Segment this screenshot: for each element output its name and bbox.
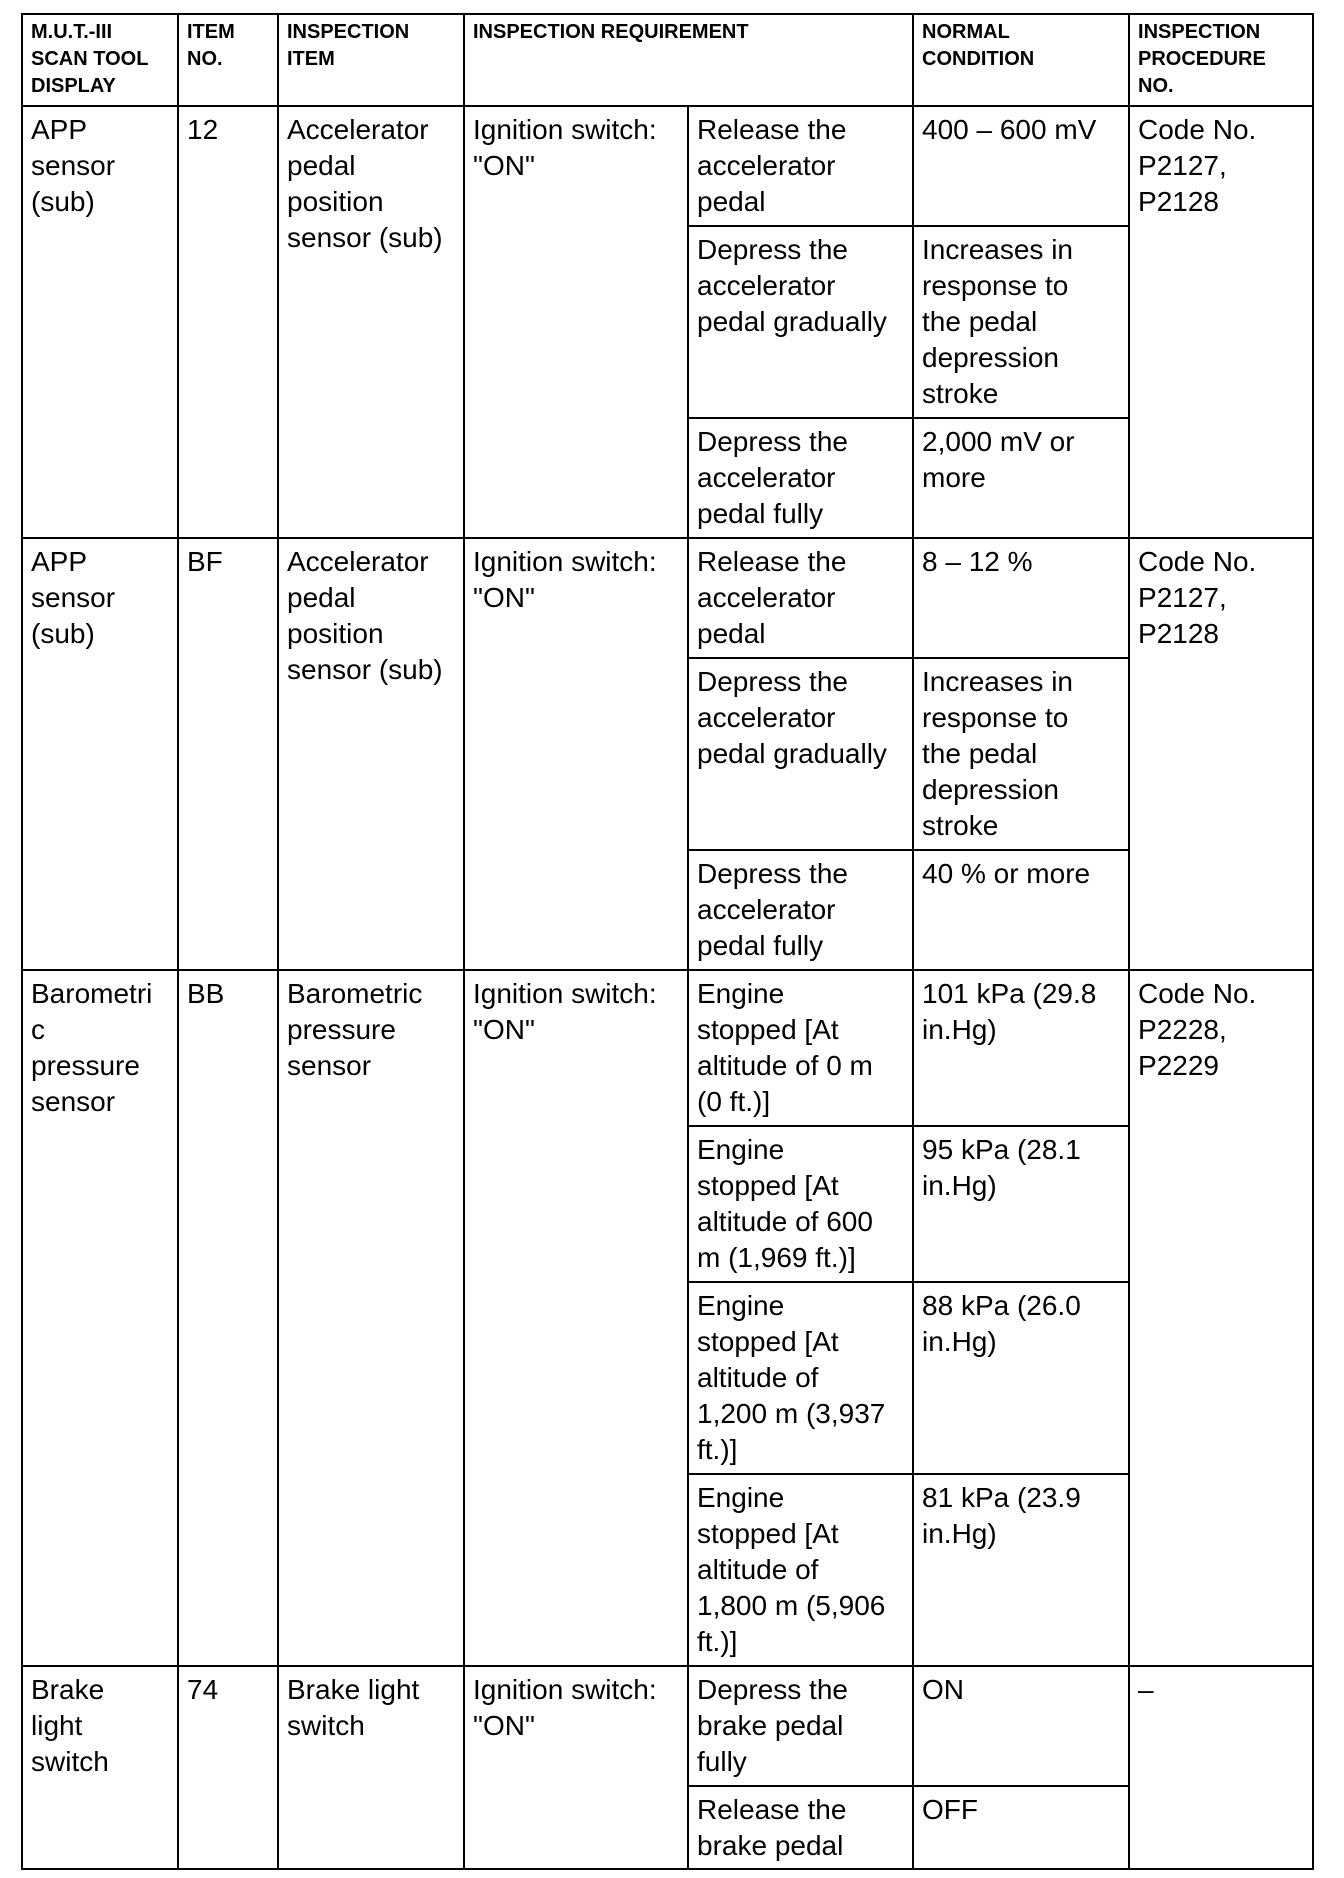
normal-condition-cell: Increases in response to the pedal depression stroke — [913, 658, 1129, 850]
requirement-cell: Depress the accelerator pedal fully — [688, 850, 913, 970]
header-procedure-no: INSPECTION PROCEDURE NO. — [1129, 14, 1313, 106]
header-inspection-requirement: INSPECTION REQUIREMENT — [464, 14, 913, 106]
normal-condition-cell: 8 – 12 % — [913, 538, 1129, 658]
scan-tool-display-cell: APP sensor (sub) — [22, 106, 178, 538]
item-no-cell: 74 — [178, 1666, 278, 1869]
scan-tool-display-cell: Brake light switch — [22, 1666, 178, 1869]
header-scan-tool-display: M.U.T.-III SCAN TOOL DISPLAY — [22, 14, 178, 106]
table-row — [22, 538, 1313, 658]
normal-condition-cell: 88 kPa (26.0 in.Hg) — [913, 1282, 1129, 1474]
requirement-cell: Depress the accelerator pedal gradually — [688, 658, 913, 850]
procedure-no-cell: Code No. P2127, P2128 — [1129, 106, 1313, 538]
procedure-no-cell: – — [1129, 1666, 1313, 1869]
header-row — [22, 14, 1313, 106]
header-item-no: ITEM NO. — [178, 14, 278, 106]
table-row — [22, 1666, 1313, 1786]
item-no-cell: 12 — [178, 106, 278, 538]
ignition-switch-cell: Ignition switch: "ON" — [464, 1666, 688, 1869]
inspection-item-cell: Accelerator pedal position sensor (sub) — [278, 106, 464, 538]
inspection-item-cell: Brake light switch — [278, 1666, 464, 1869]
item-no-cell: BF — [178, 538, 278, 970]
requirement-cell: Engine stopped [At altitude of 1,800 m (5,906 ft.)] — [688, 1474, 913, 1666]
table-row — [22, 970, 1313, 1126]
scan-tool-display-cell: Barometri c pressure sensor — [22, 970, 178, 1666]
header-normal-condition: NORMAL CONDITION — [913, 14, 1129, 106]
requirement-cell: Depress the accelerator pedal fully — [688, 418, 913, 538]
header-inspection-item: INSPECTION ITEM — [278, 14, 464, 106]
requirement-cell: Release the brake pedal — [688, 1786, 913, 1869]
requirement-cell: Depress the accelerator pedal gradually — [688, 226, 913, 418]
normal-condition-cell: Increases in response to the pedal depression stroke — [913, 226, 1129, 418]
ignition-switch-cell: Ignition switch: "ON" — [464, 970, 688, 1666]
requirement-cell: Release the accelerator pedal — [688, 106, 913, 226]
inspection-item-cell: Accelerator pedal position sensor (sub) — [278, 538, 464, 970]
normal-condition-cell: 40 % or more — [913, 850, 1129, 970]
requirement-cell: Engine stopped [At altitude of 0 m (0 ft.)] — [688, 970, 913, 1126]
item-no-cell: BB — [178, 970, 278, 1666]
normal-condition-cell: 2,000 mV or more — [913, 418, 1129, 538]
requirement-cell: Depress the brake pedal fully — [688, 1666, 913, 1786]
normal-condition-cell: ON — [913, 1666, 1129, 1786]
requirement-cell: Engine stopped [At altitude of 1,200 m (3,937 ft.)] — [688, 1282, 913, 1474]
normal-condition-cell: 95 kPa (28.1 in.Hg) — [913, 1126, 1129, 1282]
requirement-cell: Release the accelerator pedal — [688, 538, 913, 658]
inspection-table — [21, 13, 1314, 1870]
ignition-switch-cell: Ignition switch: "ON" — [464, 538, 688, 970]
ignition-switch-cell: Ignition switch: "ON" — [464, 106, 688, 538]
inspection-item-cell: Barometric pressure sensor — [278, 970, 464, 1666]
procedure-no-cell: Code No. P2228, P2229 — [1129, 970, 1313, 1666]
procedure-no-cell: Code No. P2127, P2128 — [1129, 538, 1313, 970]
normal-condition-cell: 400 – 600 mV — [913, 106, 1129, 226]
scan-tool-display-cell: APP sensor (sub) — [22, 538, 178, 970]
normal-condition-cell: OFF — [913, 1786, 1129, 1869]
requirement-cell: Engine stopped [At altitude of 600 m (1,969 ft.)] — [688, 1126, 913, 1282]
normal-condition-cell: 81 kPa (23.9 in.Hg) — [913, 1474, 1129, 1666]
table-row — [22, 106, 1313, 226]
normal-condition-cell: 101 kPa (29.8 in.Hg) — [913, 970, 1129, 1126]
